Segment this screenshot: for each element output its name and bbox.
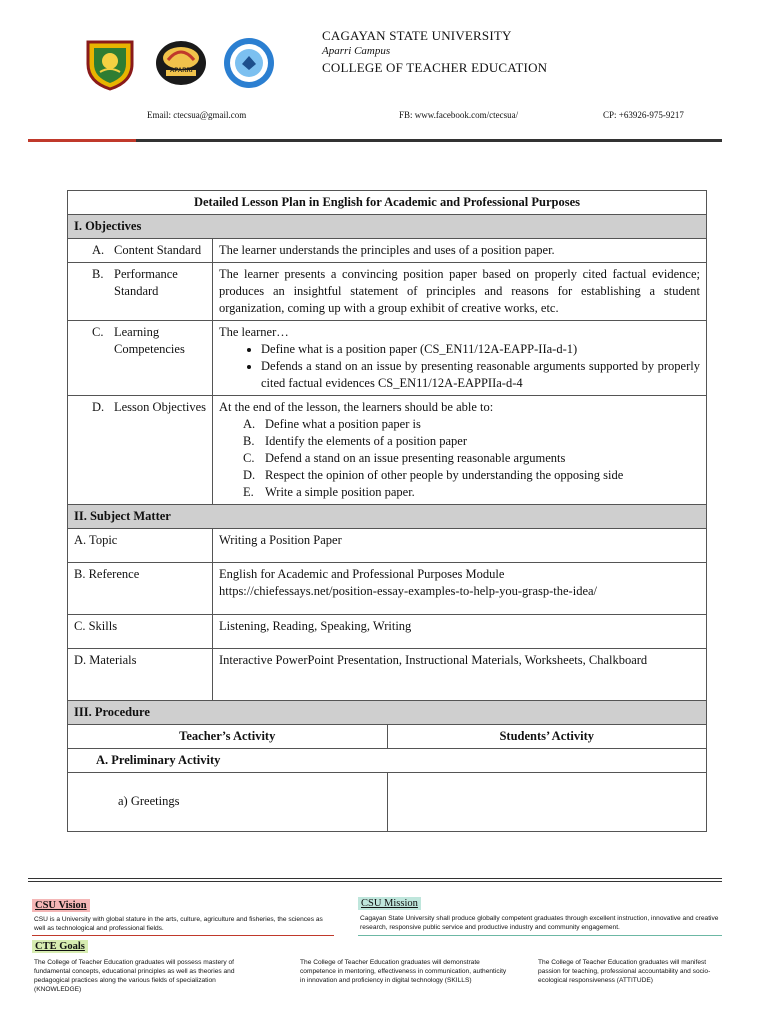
students-response-cell [387,773,706,831]
header-divider-accent [28,139,136,142]
row-lesson-objectives [68,396,707,505]
row-value: The learner understands the principles and uses of a position paper. [213,239,707,263]
row-letter: A. [92,243,105,257]
footer-divider [28,878,722,879]
row-label: C. Skills [68,615,213,649]
list-item: A. Define what a position paper is [243,417,421,431]
row-value: Writing a Position Paper [213,529,707,563]
row-label: Lesson Objectives [114,400,206,414]
lesson-title: Detailed Lesson Plan in English for Academic and Professional Purposes [68,191,707,215]
row-letter: D. [92,400,105,414]
vision-underline [32,935,334,936]
cte-seal-logo [222,36,276,95]
section-heading: III. Procedure [68,701,707,725]
aparri-campus-logo [154,38,208,93]
competencies-intro: The learner… [219,325,289,339]
procedure-table [68,725,706,831]
row-label: Learning Competencies [114,325,185,356]
reference-module: English for Academic and Professional Purposes Module [219,567,505,581]
row-topic [68,529,707,563]
section-heading: I. Objectives [68,215,707,239]
objectives-intro: At the end of the lesson, the learners should be able to: [219,400,494,414]
row-letter: B. [92,267,104,281]
campus-name: Aparri Campus [322,45,391,57]
row-value: Listening, Reading, Speaking, Writing [213,615,707,649]
competencies-list [219,341,700,392]
procedure-header-row [68,725,706,749]
goal-knowledge: The College of Teacher Education graduates will possess mastery of fundamental concepts, educational principles as well as theories and pedagogical practices along the various fields of specialization (KNOWLEDGE) [34,959,235,993]
row-materials [68,649,707,701]
greetings-row [68,773,706,831]
vision-text: CSU is a University with global stature in the arts, culture, agriculture and fisheries, the sciences as well as technological and professional fields. [34,916,323,932]
list-item: D. Respect the opinion of other people by understanding the opposing side [243,468,624,482]
header-divider [136,139,722,142]
list-item: C. Defend a stand on an issue presenting reasonable arguments [243,451,566,465]
college-name: COLLEGE OF TEACHER EDUCATION [322,60,548,75]
list-item: • Define what is a position paper (CS_EN11/12A-EAPP-IIa-d-1) [261,341,700,358]
row-label: B. Reference [68,563,213,615]
greetings-item: a) Greetings [68,773,387,831]
lesson-plan-table [67,190,707,832]
mission-underline [358,935,722,936]
row-letter: C. [92,325,104,339]
preliminary-activity: A. Preliminary Activity [68,749,706,773]
section-heading: II. Subject Matter [68,505,707,529]
goal-attitude: The College of Teacher Education graduates will manifest passion for teaching, professional accountability and socio-ecological responsiveness (ATTITUDE) [538,959,711,984]
contact-facebook: FB: www.facebook.com/ctecsua/ [399,110,519,120]
row-label: D. Materials [68,649,213,701]
title-row [68,191,707,215]
csu-shield-logo [82,36,138,97]
section-procedure [68,701,707,725]
row-content-standard [68,239,707,263]
list-item: E. Write a simple position paper. [243,485,415,499]
row-label: A. Topic [68,529,213,563]
row-value: The learner presents a convincing position paper based on properly cited factual evidence; produces an insightful statement of principles and reasons for establishing a student organization, coming up with a group exhibit of creative works, etc. [213,263,707,321]
list-item: B. Identify the elements of a position paper [243,434,468,448]
mission-title: CSU Mission [358,897,421,910]
objectives-list [219,416,700,501]
preliminary-row [68,749,706,773]
goal-skills: The College of Teacher Education graduates will demonstrate competence in mentoring, effectiveness in communication, authenticity in innovation and proficiency in digital technology (SKILLS) [300,959,507,984]
procedure-table-row [68,725,707,832]
university-name: CAGAYAN STATE UNIVERSITY [322,28,512,43]
contact-phone: CP: +63926-975-9217 [603,110,684,120]
vision-title: CSU Vision [32,899,90,912]
row-label: Content Standard [114,243,202,257]
row-learning-competencies [68,321,707,396]
contact-email: Email: ctecsua@gmail.com [147,110,247,120]
footer-divider [28,881,722,882]
mission-text: Cagayan State University shall produce globally competent graduates through excellent instruction, innovative and creative research, responsive public service and productive industry and community engagement. [360,915,719,931]
row-value: Interactive PowerPoint Presentation, Instructional Materials, Worksheets, Chalkboard [213,649,707,701]
logo-caption: APARRI [170,68,193,74]
row-reference [68,563,707,615]
students-activity-header: Students’ Activity [387,725,706,749]
reference-url: https://chiefessays.net/position-essay-examples-to-help-you-grasp-the-idea/ [219,584,598,598]
section-subject-matter [68,505,707,529]
row-label: Performance Standard [114,267,178,298]
teacher-activity-header: Teacher’s Activity [68,725,387,749]
row-performance-standard [68,263,707,321]
row-skills [68,615,707,649]
list-item: • Defends a stand on an issue by presenting reasonable arguments supported by properly cited factual evidences CS_EN11/12A-EAPPIIa-d-4 [261,358,700,392]
goals-title: CTE Goals [32,940,88,953]
section-objectives [68,215,707,239]
